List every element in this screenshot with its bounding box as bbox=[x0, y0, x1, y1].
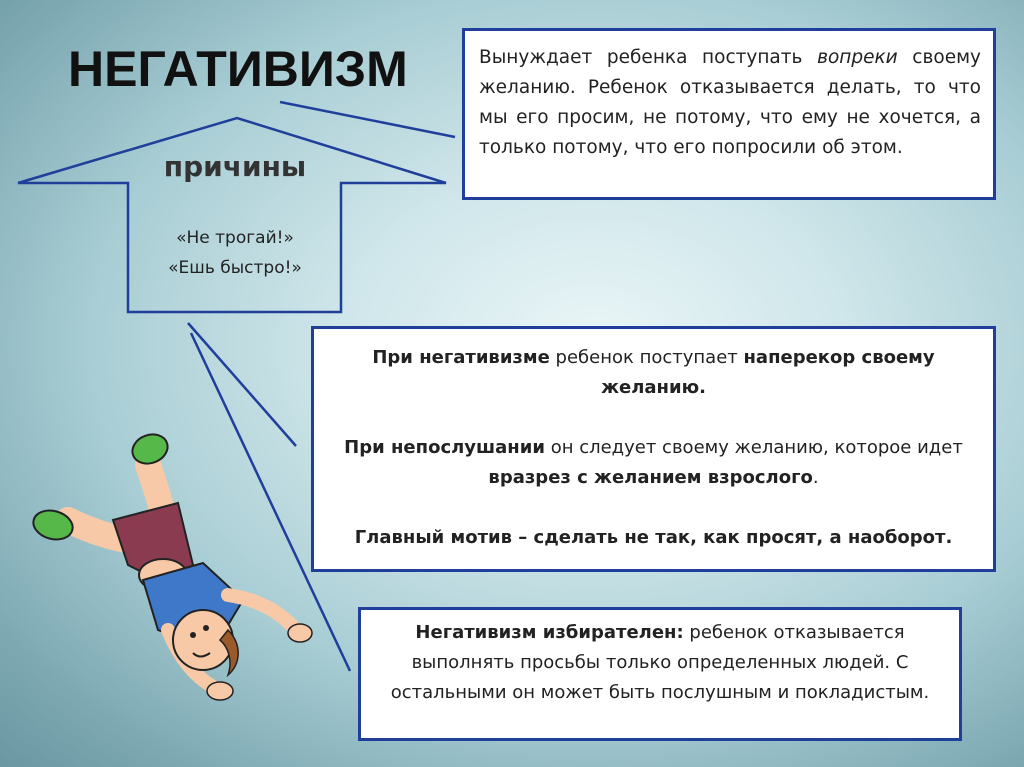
disobedience-term: При непослушании bbox=[344, 437, 545, 458]
selectivity-box bbox=[358, 607, 962, 741]
definition-text-post: своему желанию. Ребенок отказывается делать, то что мы его просим, не потому, что ему не хочется, а только потому, что его попросили об этом. bbox=[479, 47, 981, 158]
disobedience-emphasis: вразрез с желанием взрослого bbox=[488, 467, 813, 488]
page-title: НЕГАТИВИЗМ bbox=[68, 41, 408, 97]
definition-text-italic: вопреки bbox=[817, 47, 898, 68]
main-motive-text: Главный мотив – сделать не так, как просят, а наоборот. bbox=[354, 527, 953, 548]
causes-heading: причины bbox=[163, 150, 307, 183]
main-motive-paragraph bbox=[334, 523, 973, 553]
selectivity-term: Негативизм избирателен: bbox=[415, 622, 684, 643]
comparison-box bbox=[311, 326, 996, 572]
disobedience-paragraph bbox=[334, 433, 973, 493]
title-connector-line bbox=[280, 102, 455, 137]
definition-text-pre: Вынуждает ребенка поступать bbox=[479, 47, 818, 68]
cause-item-2: «Ешь быстро!» bbox=[168, 258, 302, 278]
negativism-text: ребенок поступает bbox=[549, 347, 744, 368]
child-illustration bbox=[28, 425, 328, 725]
cause-item-1: «Не трогай!» bbox=[176, 228, 294, 248]
disobedience-period: . bbox=[812, 467, 819, 488]
causes-arrow-shape bbox=[18, 118, 446, 312]
negativism-emphasis: наперекор своему желанию. bbox=[601, 347, 935, 398]
disobedience-text: он следует своему желанию, которое идет bbox=[544, 437, 963, 458]
selectivity-text: ребенок отказывается выполнять просьбы только определенных людей. С остальными он может быть послушным и покладистым. bbox=[390, 622, 930, 703]
negativism-paragraph bbox=[334, 343, 973, 403]
negativism-term: При негативизме bbox=[372, 347, 550, 368]
definition-box bbox=[462, 28, 996, 200]
